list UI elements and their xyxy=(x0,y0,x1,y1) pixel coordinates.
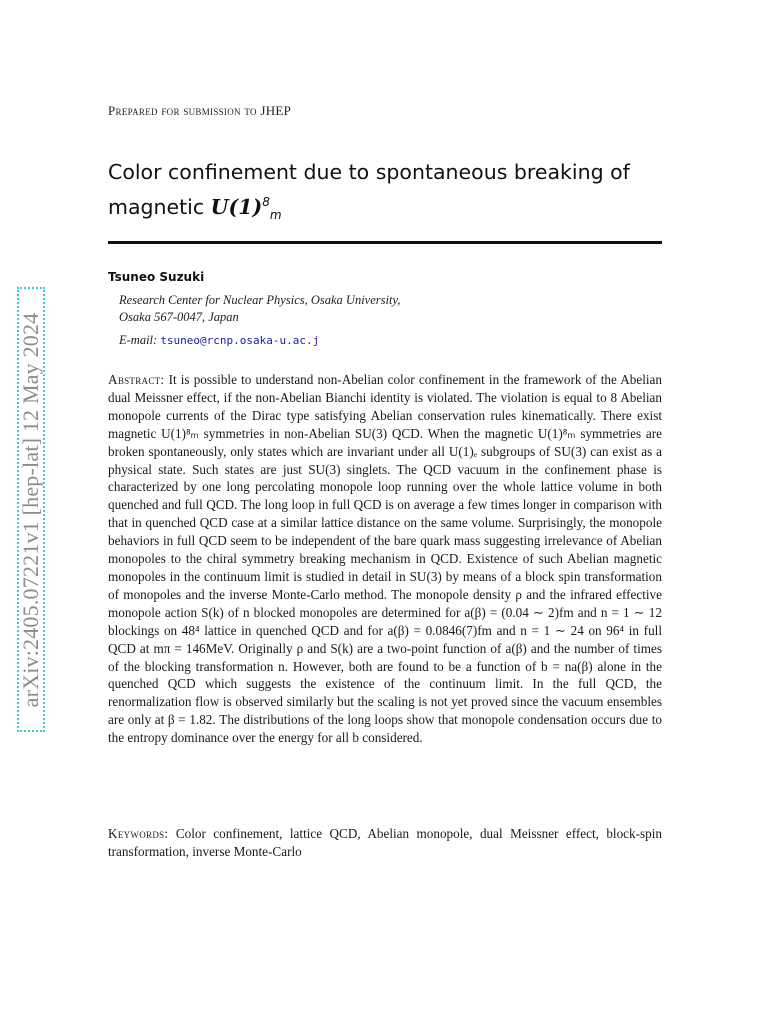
title-superscript: 8 xyxy=(262,195,270,209)
keywords-text: Color confinement, lattice QCD, Abelian monopole, dual Meissner effect, block-spin transformation, inverse Monte-Carlo xyxy=(108,826,663,859)
author-name: Tsuneo Suzuki xyxy=(108,270,205,284)
paper-title xyxy=(108,157,668,230)
keywords-label: Keywords: xyxy=(108,826,169,841)
title-math: U(1) xyxy=(210,194,263,219)
email-label: E-mail: xyxy=(119,333,158,347)
title-rule xyxy=(108,241,662,244)
abstract xyxy=(108,371,662,747)
keywords xyxy=(108,825,662,861)
email-line xyxy=(119,333,319,348)
title-text: Color confinement due to spontaneous breaking of magnetic xyxy=(108,160,630,219)
affiliation-line-1: Research Center for Nuclear Physics, Osaka University, xyxy=(119,293,401,307)
arxiv-identifier: arXiv:2405.07221v1 [hep-lat] 12 May 2024 xyxy=(18,312,43,708)
abstract-text: It is possible to understand non-Abelian color confinement in the framework of the Abelian dual Meissner effect, if the non-Abelian Bianchi identity is violated. The violation is equal to 8 Abelian monopole currents of the Dirac type satisfying Abelian conservation rules kinematically. There exist magnetic U(1)⁸ₘ symmetries in non-Abelian SU(3) QCD. When the magnetic U(1)⁸ₘ symmetries are broken spontaneously, only states which are invariant under all U(1)ₑ subgroups of SU(3) can exist as a physical state. Such states are just SU(3) singlets. The QCD vacuum in the confinement phase is characterized by one long percolating monopole loop running over the whole lattice volume in both quenched and full QCD. The long loop in full QCD is on average a few times longer in comparison with that in quenched QCD case at a similar lattice distance on the same volume. Surprisingly, the monopole behaviors in full QCD seem to be independent of the bare quark mass suggesting irrelevance of Abelian monopoles to the chiral symmetry breaking mechanism in QCD. Existence of such Abelian magnetic monopoles in the continuum limit is studied in detail in SU(3) by means of a block spin transformation of monopoles and the inverse Monte-Carlo method. The monopole density ρ and the infrared effective monopole action S(k) of n blocked monopoles are determined for a(β) = (0.04 ∼ 2)fm and n = 1 ∼ 12 blockings on 48⁴ lattice in quenched QCD and for a(β) = 0.0846(7)fm and n = 1 ∼ 24 on 96⁴ in full QCD at mπ = 146MeV. Originally ρ and S(k) are a two-point function of a(β) and the number of times of the blocking transformation n. However, both are found to be a function of b = na(β) alone in the quenched QCD which suggests the existence of the continuum limit. In the full QCD, the renormalization flow is observed similarly but the scaling is not yet proved since the vacuum ensembles are only at β = 1.82. The distributions of the long loops show that monopole condensation occurs due to the entropy dominance over the energy for all b considered. xyxy=(108,372,662,746)
title-subscript: m xyxy=(269,207,282,222)
submission-note: Prepared for submission to JHEP xyxy=(108,103,292,118)
abstract-label: Abstract: xyxy=(108,372,165,387)
affiliation xyxy=(119,292,400,326)
affiliation-line-2: Osaka 567-0047, Japan xyxy=(119,310,239,324)
email-link[interactable]: tsuneo@rcnp.osaka-u.ac.j xyxy=(160,334,320,347)
